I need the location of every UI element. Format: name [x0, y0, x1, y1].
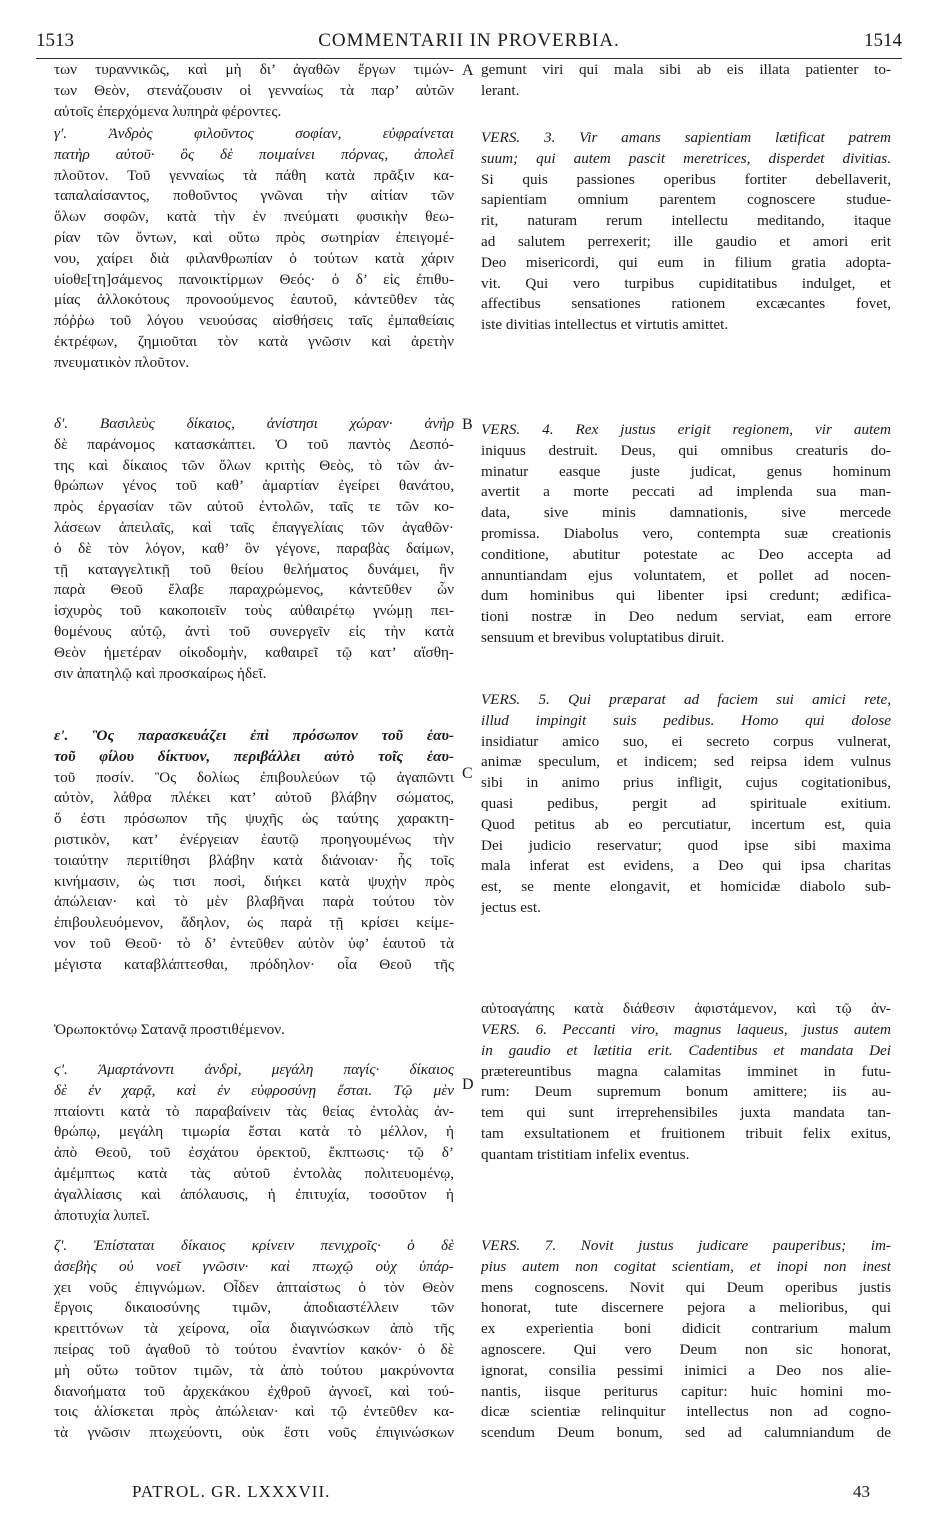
latin-line: sibi in animo prius infligit, cujus cogitationibus, [481, 774, 891, 792]
latin-line: minatur easque juste judicat, genus hominum [481, 462, 891, 480]
latin-line: quantam tristitiam infelix eventus. [481, 1145, 690, 1163]
greek-line: τοις ἁλίσκεται πρὸς ἀπώλειαν· καὶ τῷ ἐντεῦθεν κα- [54, 1403, 454, 1421]
greek-line: πρὸς ἐργασίαν τῶν αὐτοῦ ἐντολῶν, ταῖς τε τῶν κο- [54, 498, 454, 516]
page-number-right: 1514 [864, 30, 902, 51]
greek-line: ὅλων σοφῶν, κατὰ τὴν ἐν πνεύματι φυσικὴν θεω- [54, 208, 454, 226]
latin-line: promissa. Diabolus vero, contempta suæ creationis [481, 524, 891, 542]
latin-line: rit, naturam rerum intellectu meditando, itaque [481, 212, 891, 230]
latin-line: mens cognoscens. Novit qui Deum operibus justis [481, 1278, 891, 1296]
greek-verse-line: δὲ ἐν χαρᾷ, καὶ ἐν εὐφροσύνῃ ἔσται. Τῷ μὲν [54, 1081, 454, 1099]
greek-line: λάσεων ἀπειλαῖς, καὶ ταῖς ἐπαγγελίαις τῶν ἀγαθῶν· [54, 518, 454, 536]
greek-crossover-line: αὐτοαγάπης κατὰ διάθεσιν ἀφιστάμενον, καὶ τῷ ἀν- [481, 1000, 891, 1017]
latin-line: Si quis passiones operibus fortiter debellaverit, [481, 170, 891, 188]
latin-line: lerant. [481, 81, 520, 99]
margin-letter-c: C [462, 765, 473, 782]
greek-line: πλοῦτον. Τοῦ γενναίως τὰ πάθη κατὰ πρᾶξιν κα- [54, 166, 454, 184]
greek-line: ρίαν τῶν ὄντων, καὶ οὕτω πρὸς σωτηρίαν ἐπειγομέ- [54, 228, 454, 246]
latin-line: ignorat, consilia pessimi inimici a Deo nos alie- [481, 1361, 891, 1379]
margin-letter-a: A [462, 62, 474, 79]
latin-line: agnoscere. Qui vero Deum non sic honorat, [481, 1340, 891, 1358]
latin-verse-line: in gaudio et lætitia erit. Cadentibus et mandata Dei [481, 1041, 891, 1059]
greek-line: σιν ἀπατηλῷ καὶ προσκαίρως ἡδεῖ. [54, 664, 267, 682]
latin-verse-line: VERS. 5. Qui præparat ad faciem sui amici rete, [481, 691, 891, 708]
greek-line: ἐκτρέφων, ζημιοῦται τὸν κατὰ γνῶσιν καὶ ἀρετὴν [54, 332, 454, 350]
greek-line: τῇ καταγγελτικῇ τοῦ θείου θελήματος δυνάμει, ἣν [54, 560, 454, 578]
greek-verse-line: ϛʹ. Ἁμαρτάνοντι ἀνδρὶ, μεγάλη παγίς· δίκαιος [54, 1061, 454, 1078]
latin-intro [481, 60, 891, 102]
latin-line: conditione, abutitur potestate ac Deo accepta ad [481, 545, 891, 563]
greek-line: μέγιστα καταβλάπτεσθαι, πρόδηλον· οἷα Θεοῦ τῆς [54, 955, 454, 973]
latin-line: affectibus sensationes rationem excæcantes fovet, [481, 295, 891, 313]
latin-line: dicæ scientiæ relinquitur intellectus non ad cogno- [481, 1403, 891, 1421]
greek-line: ριστικὸν, κατ’ ἐνέργειαν ἑαυτῷ προηγουμένως τὴν [54, 830, 454, 848]
greek-line: ὁ δὲ τὸν λόγον, καθ’ ὃν γέγονε, παραβὰς δαίμων, [54, 539, 454, 557]
latin-line: animæ speculum, et indicem; sed reipsa idem vulnus [481, 753, 891, 771]
greek-line: των Θεὸν, στενάζουσιν οἱ γενναίως τὰ παρ’ αὐτῶν [54, 81, 454, 99]
latin-line: ex experientia boni didicit contrarium malum [481, 1320, 891, 1338]
latin-line: gemunt viri qui mala sibi ab eis illata patienter to- [481, 61, 891, 78]
latin-line: tioni nostræ in Deo nedum serviat, eam errore [481, 608, 891, 626]
greek-intro [54, 60, 454, 122]
latin-line: annuntiandam ejus voluntatem, et pollet ad nocen- [481, 566, 891, 584]
latin-line: nantis, iisque periturus capitur: huic homini mo- [481, 1382, 891, 1400]
latin-line: scendum Deum bonum, sed ad calumniandum de [481, 1424, 891, 1442]
latin-verse-line: VERS. 7. Novit justus judicare pauperibus; im- [481, 1237, 891, 1254]
greek-line: χει νοῦς ἐπιγνώμων. Οἶδεν ἀπταίστως ὁ τὸν Θεὸν [54, 1278, 454, 1296]
greek-line: νου, χαίρει διὰ φιλανθρωπίαν ὁ τούτων κατὰ χάριν [54, 249, 454, 267]
greek-line: ἀμέμπτως κατὰ τὰς αὐτοῦ ἐντολὰς πολιτευομένῳ, [54, 1164, 454, 1182]
greek-line: αὐτὸν, λάθρα πλέκει κατ’ αὐτοῦ βλάβην σώματος, [54, 789, 454, 807]
greek-line: δὲ παράνομος κατασκάπτει. Ὁ τοῦ παντὸς Δεσπό- [54, 435, 454, 453]
greek-line: κρειττόνων τὰ χείρονα, οἷα διαγινώσκων ἀπὸ τῆς [54, 1320, 454, 1338]
latin-line: insidiatur amico suo, ei secreto corpus vulnerat, [481, 732, 891, 750]
greek-line: ὅ ἐστι πρόσωπον τῆς ψυχῆς ὡς ταύτης χαρακτη- [54, 810, 454, 828]
latin-line: vit. Qui vero turpibus cupiditatibus indulget, et [481, 274, 891, 292]
greek-line: των τυραννικῶς, καὶ μὴ δι’ ἀγαθῶν ἔργων τιμών- [54, 61, 454, 78]
latin-line: rum: Deum supremum bonum amittere; iis au- [481, 1083, 891, 1101]
greek-line: ταπαλαίσαντος, ποθοῦντος γνῶναι τὴν αἰτίαν τῶν [54, 187, 454, 205]
greek-line: ἀπὸ Θεοῦ, τοῦ ἐσχάτου ὀρεκτοῦ, ἔκπτωσις· τῷ δ’ [54, 1144, 454, 1162]
margin-letter-b: B [462, 416, 473, 433]
latin-verse-line: illud impingit suis pedibus. Homo qui dolose [481, 711, 891, 729]
greek-line: πνευματικὸν πλοῦτον. [54, 353, 190, 371]
greek-line: μίας ἀλλοκότους προνοούμενος ἑαυτοῦ, κἀντεῦθεν τὰς [54, 291, 454, 309]
latin-line: Quod petitus ab eo percutiatur, incertum est, quia [481, 815, 891, 833]
greek-line: αὐτοῖς ἐπερχόμενα λυπηρὰ φέροντες. [54, 102, 282, 120]
greek-verse-3 [54, 124, 454, 374]
latin-verse-line: VERS. 6. Peccanti viro, magnus laqueus, justus autem [481, 1021, 891, 1038]
latin-verse-4 [481, 420, 891, 649]
footer-sheet-number: 43 [853, 1482, 870, 1501]
greek-verse-line: ἀσεβὴς οὐ νοεῖ γνῶσιν· καὶ πτωχῷ οὐχ ὑπάρ- [54, 1257, 454, 1275]
footer-signature: PATROL. GR. LXXXVII. [132, 1482, 331, 1501]
greek-line: θρώπων γένος τοῦ καθ’ ἁμαρτίαν ἐγείρει θανάτου, [54, 477, 454, 495]
greek-line: ἐπιβουλευόμενον, ἄδηλον, ὡς παρὰ τῇ κρίσει κείμε- [54, 914, 454, 932]
greek-verse-line: εʹ. Ὃς παρασκευάζει ἐπὶ πρόσωπον τοῦ ἑαυ- [54, 727, 454, 744]
greek-verse-line: τοῦ φίλου δίκτυον, περιβάλλει αὐτὸ τοῖς ἑαυ- [54, 747, 454, 765]
latin-line: honorat, tute discernere pejora a melioribus, qui [481, 1299, 891, 1317]
greek-line: διανοήματα τοῦ ἀρχεκάκου ἐχθροῦ ἀγνοεῖ, καὶ τού- [54, 1382, 454, 1400]
latin-verse-line: VERS. 4. Rex justus erigit regionem, vir autem [481, 421, 891, 438]
latin-line: dum hominibus qui libenter ipsi credunt; ædifica- [481, 587, 891, 605]
latin-verse-6 [481, 1020, 891, 1166]
latin-verse-3 [481, 128, 891, 336]
greek-verse-7 [54, 1236, 454, 1444]
greek-line: πόῤῥω τοῦ λόγου νευούσας αἰσθήσεις ταῖς ἐμπαθείαις [54, 312, 454, 330]
greek-line: ἰσχυρὸς τοῦ κακοποιεῖν τοὺς αὐθαιρέτῳ γνώμῃ πει- [54, 602, 454, 620]
greek-line: ἔργοις δικαιοσύνης τιμῶν, ἀποδιαστέλλειν τῶν [54, 1299, 454, 1317]
header-rule [36, 58, 902, 59]
greek-verse-line: γʹ. Ἀνδρὸς φιλοῦντος σοφίαν, εὐφραίνεται [54, 125, 454, 142]
latin-line: ad salutem perrexerit; ille gaudio et amori erit [481, 232, 891, 250]
latin-line: iste divitias intellectus et virtutis amittet. [481, 316, 729, 334]
greek-verse-6 [54, 1060, 454, 1226]
latin-line: tam exsultationem et fruitionem tribuit felix exitus, [481, 1124, 891, 1142]
greek-line: υἱοθε[τη]σάμενος πανοικτίρμων Θεός· ὁ δ’ εἰς ἐπιθυ- [54, 270, 454, 288]
greek-line: πείρας τοῦ ἀγαθοῦ τὸ τούτου ἐναντίον κακόν· ὁ δὲ [54, 1340, 454, 1358]
latin-line: sapientiam omnium parentem cognoscere studue- [481, 191, 891, 209]
latin-line: prætereuntibus magna calamitas imminet in futu- [481, 1062, 891, 1080]
latin-verse-5 [481, 690, 891, 919]
greek-line: τὰ γνῶσιν πτωχεύοντι, οὐκ ἔστι νοῦς ἐπιγινώσκων [54, 1424, 454, 1442]
greek-verse-5-end [54, 1020, 454, 1041]
latin-line: avertit a morte peccati ad implenda sua man- [481, 483, 891, 501]
latin-line: iniquus destruit. Deus, qui omnibus creaturis do- [481, 441, 891, 459]
greek-line: νον τοῦ Θεοῦ· τὸ δ’ ἐντεῦθεν αὐτὸν ὑφ’ ἑαυτοῦ τὰ [54, 934, 454, 952]
greek-line: Θεὸν ἡμετέραν οἰκοδομὴν, καθαιρεῖ τῷ κατ’ αἴσθη- [54, 643, 454, 661]
greek-line: πταίοντι κατὰ τὸ παραβαίνειν τὰς θείας ἐντολὰς ἀν- [54, 1102, 454, 1120]
latin-line: Dei judicio reservatur; quod ipse sibi maxima [481, 836, 891, 854]
greek-line: Ὁρωποκτόνῳ Σατανᾷ προστιθέμενον. [54, 1021, 285, 1038]
latin-line: data, sive minis damnationis, sive mercede [481, 504, 891, 522]
latin-line: sensuum et brevibus voluptatibus diruit. [481, 628, 725, 646]
latin-verse-line: VERS. 3. Vir amans sapientiam lætificat patrem [481, 129, 891, 146]
greek-line: θρώπῳ, μεγάλη τιμωρία ἔσται κατὰ τὸ μέλλον, ἡ [54, 1123, 454, 1141]
latin-verse-line: pius autem non cogitat scientiam, et inopi non inest [481, 1257, 891, 1275]
latin-line: mala inferat est evidens, a Deo qui ipsa charitas [481, 857, 891, 875]
running-header [36, 30, 902, 60]
greek-line: της καὶ δίκαιος τῶν ὅλων κριτὴς Θεὸς, τὸ τῶν ἀν- [54, 456, 454, 474]
greek-verse-line: πατὴρ αὐτοῦ· ὃς δὲ ποιμαίνει πόρνας, ἀπολεῖ [54, 145, 454, 163]
latin-verse-line: suum; qui autem pascit meretrices, disperdet divitias. [481, 149, 891, 167]
greek-verse-5 [54, 726, 454, 976]
greek-line: μὴ οὕτω τοῦτον τιμῶν, τὰ ἀπὸ τούτου μακρύνοντα [54, 1361, 454, 1379]
latin-line: est, se mente elongavit, et homicidæ diabolo sub- [481, 878, 891, 896]
greek-verse-line: δʹ. Βασιλεὺς δίκαιος, ἀνίστησι χώραν· ἀνὴρ [54, 415, 454, 432]
latin-line: Deo misericordi, qui eum in filium gratia adopta- [481, 253, 891, 271]
latin-line: tem qui sunt irreprehensibiles juxta mandata tan- [481, 1104, 891, 1122]
greek-verse-line: ζʹ. Ἐπίσταται δίκαιος κρίνειν πενιχροῖς· ὁ δὲ [54, 1237, 454, 1254]
page-number-left: 1513 [36, 30, 74, 51]
latin-verse-7 [481, 1236, 891, 1444]
running-title: COMMENTARII IN PROVERBIA. [318, 30, 620, 51]
greek-line: παρὰ Θεοῦ ἔλαβε παραχρώμενος, κἀντεῦθεν ὧν [54, 581, 454, 599]
greek-line: θομένους αὐτῷ, ἀντὶ τοῦ συνεργεῖν εἰς τὴν κατὰ [54, 622, 454, 640]
greek-line: τοῦ ποσίν. Ὃς δολίως ἐπιβουλεύων τῷ ἀγαπῶντι [54, 768, 454, 786]
greek-line: ἀποτυχία λυπεῖ. [54, 1206, 150, 1224]
greek-line: ἀγαλλίασις καὶ ἀπόλαυσις, ἡ ἐπιτυχία, τοσοῦτον ἡ [54, 1185, 454, 1203]
latin-line: jectus est. [481, 898, 541, 916]
greek-line: κινήμασιν, ὡς τισι ποσὶ, διήκει κατὰ ψυχὴν πρὸς [54, 872, 454, 890]
greek-line: τοιαύτην περιτίθησι βλάβην κατὰ διάνοιαν· ἧς τοῖς [54, 851, 454, 869]
latin-line: quasi pedibus, pergit ad spirituale exitium. [481, 794, 891, 812]
greek-verse-4 [54, 414, 454, 684]
greek-line: ἀπώλειαν· καὶ τὸ μὲν βλαβῆναι παρὰ τούτου τὸν [54, 893, 454, 911]
margin-letter-d: D [462, 1076, 474, 1093]
